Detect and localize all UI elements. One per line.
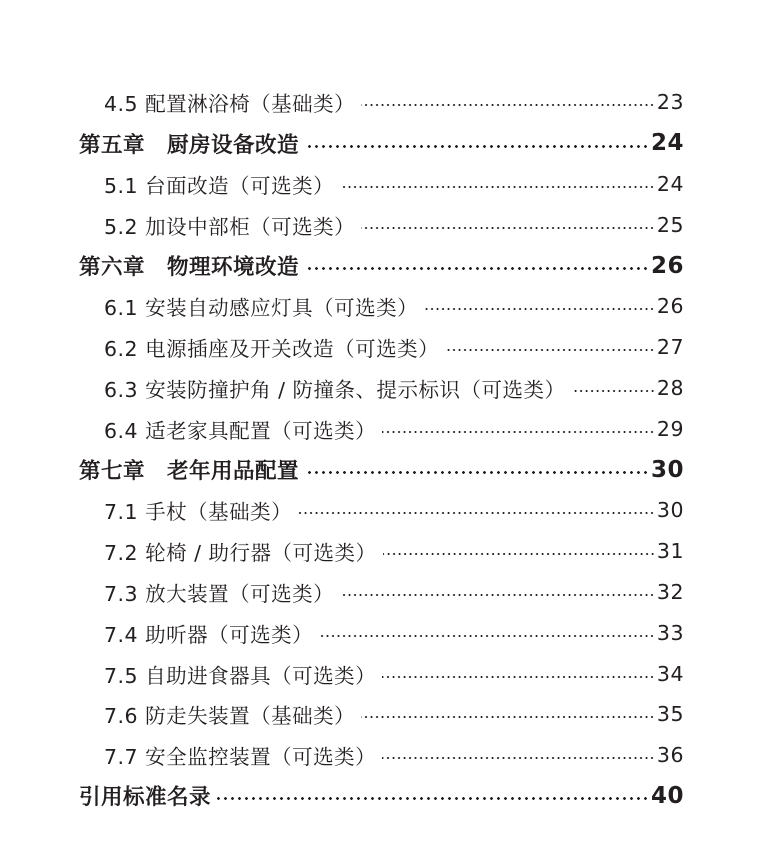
toc-entry-title: 5.1 台面改造（可选类） xyxy=(104,173,335,198)
toc-chapter-title: 第七章 老年用品配置 xyxy=(79,459,300,485)
toc-page-number: 26 xyxy=(650,252,684,279)
table-of-contents xyxy=(0,82,760,816)
toc-entry-6-3[interactable] xyxy=(0,368,760,409)
toc-chapter-title: 第六章 物理环境改造 xyxy=(79,255,300,281)
toc-entry-title: 7.6 防走失装置（基础类） xyxy=(104,704,356,729)
toc-entry-title: 7.1 手杖（基础类） xyxy=(104,500,293,525)
toc-entry-title: 5.2 加设中部柜（可选类） xyxy=(104,214,356,239)
dot-leader xyxy=(445,349,655,351)
toc-page-number: 24 xyxy=(656,171,684,196)
toc-entry-7-5[interactable] xyxy=(0,653,760,694)
toc-entry-title: 7.2 轮椅 / 助行器（可选类） xyxy=(104,541,377,566)
toc-chapter-6[interactable] xyxy=(0,245,760,286)
dot-leader xyxy=(319,635,655,637)
toc-page-number: 34 xyxy=(656,661,684,686)
toc-entry-title: 4.5 配置淋浴椅（基础类） xyxy=(104,92,356,117)
toc-chapter-5[interactable] xyxy=(0,123,760,164)
toc-page-number: 33 xyxy=(656,620,684,645)
toc-chapter-title: 第五章 厨房设备改造 xyxy=(79,132,300,158)
toc-entry-title: 7.4 助听器（可选类） xyxy=(104,622,314,647)
dot-leader xyxy=(361,227,655,229)
toc-chapter-references[interactable] xyxy=(0,776,760,817)
dot-leader xyxy=(424,308,655,310)
toc-entry-title: 7.7 安全监控装置（可选类） xyxy=(104,745,377,770)
toc-entry-7-1[interactable] xyxy=(0,490,760,531)
toc-entry-7-6[interactable] xyxy=(0,694,760,735)
toc-entry-5-1[interactable] xyxy=(0,164,760,205)
toc-entry-6-2[interactable] xyxy=(0,327,760,368)
dot-leader xyxy=(305,145,649,148)
toc-page-number: 30 xyxy=(650,456,684,483)
toc-page-number: 36 xyxy=(656,743,684,768)
dot-leader xyxy=(383,553,655,555)
toc-page-number: 27 xyxy=(656,335,684,360)
toc-page-number: 31 xyxy=(656,539,684,564)
toc-entry-7-4[interactable] xyxy=(0,612,760,653)
toc-page-number: 32 xyxy=(656,579,684,604)
dot-leader xyxy=(382,676,655,678)
toc-chapter-7[interactable] xyxy=(0,449,760,490)
toc-entry-7-2[interactable] xyxy=(0,531,760,572)
toc-entry-7-7[interactable] xyxy=(0,735,760,776)
toc-entry-title: 6.1 安装自动感应灯具（可选类） xyxy=(104,296,419,321)
toc-chapter-title: 引用标准名录 xyxy=(79,785,212,811)
toc-page-number: 23 xyxy=(656,90,684,115)
dot-leader xyxy=(305,267,649,270)
dot-leader xyxy=(382,757,655,759)
toc-page-number: 25 xyxy=(656,212,684,237)
dot-leader xyxy=(361,716,655,718)
toc-page-number: 24 xyxy=(650,130,684,157)
toc-page-number: 30 xyxy=(656,498,684,523)
toc-entry-title: 6.4 适老家具配置（可选类） xyxy=(104,418,377,443)
dot-leader xyxy=(340,186,655,188)
toc-page-number: 40 xyxy=(650,782,684,809)
dot-leader xyxy=(361,104,655,106)
toc-entry-7-3[interactable] xyxy=(0,572,760,613)
dot-leader xyxy=(382,431,655,433)
dot-leader xyxy=(572,390,655,392)
dot-leader xyxy=(340,594,655,596)
toc-page-number: 29 xyxy=(656,416,684,441)
toc-entry-title: 6.2 电源插座及开关改造（可选类） xyxy=(104,337,440,362)
dot-leader xyxy=(217,797,649,800)
toc-page-number: 26 xyxy=(656,294,684,319)
toc-page-number: 35 xyxy=(656,702,684,727)
toc-entry-6-1[interactable] xyxy=(0,286,760,327)
toc-entry-title: 6.3 安装防撞护角 / 防撞条、提示标识（可选类） xyxy=(104,377,566,402)
toc-entry-4-5[interactable] xyxy=(0,82,760,123)
dot-leader xyxy=(298,512,655,514)
toc-entry-6-4[interactable] xyxy=(0,408,760,449)
dot-leader xyxy=(305,471,649,474)
toc-entry-title: 7.3 放大装置（可选类） xyxy=(104,581,335,606)
toc-page-number: 28 xyxy=(656,375,684,400)
toc-entry-5-2[interactable] xyxy=(0,204,760,245)
toc-entry-title: 7.5 自助进食器具（可选类） xyxy=(104,663,377,688)
